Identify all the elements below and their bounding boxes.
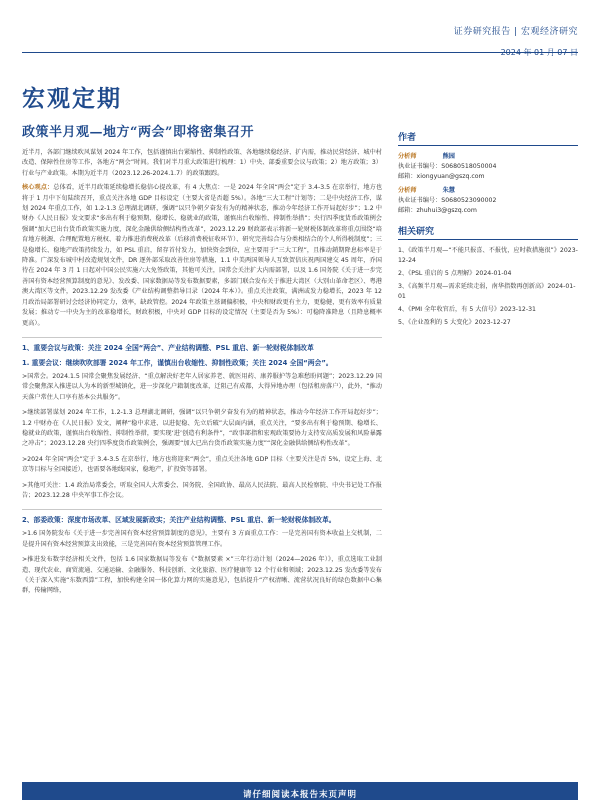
document-title: 政策半月观—地方“两会”即将密集召开 bbox=[22, 125, 254, 140]
author-email[interactable]: 邮箱：zhuhui3@gszq.com bbox=[398, 207, 477, 214]
section-1-heading: 1、重要会议与政策：关注 2024 全国“两会”、产业结构调整、PSL 重启、新一轮财税体制改革 bbox=[22, 337, 382, 352]
section-2-heading: 2、部委政策：深度市场改革、区域发展新政实；关注产业结构调整、PSL 重启、新一轮财税体制改革。 bbox=[22, 509, 382, 524]
header-divider bbox=[22, 52, 578, 53]
related-research-link[interactable]: 2、《PSL 重启的 5 点理解》2024-01-04 bbox=[398, 270, 512, 277]
summary-lead: 核心观点： bbox=[22, 184, 54, 192]
sidebar bbox=[398, 130, 578, 331]
related-research-link[interactable]: 5、《企业盈利的 5 大变化》2023-12-27 bbox=[398, 319, 511, 326]
author-role: 分析师 bbox=[398, 187, 417, 194]
section-1-bullet: >国常会。2024.1.5 国常会聚焦发展经济、“重点解决好老年人居家养老、就医用药、康养服护等急难愁盼问题”；2023.12.29 国常会聚焦深入推进以人为本的新型城镇化，进一步深化户籍制度改革，迁阻己有成都，大得异地办理（包括租房落户），此外，“推动天落户常住人口享有基本公共服务”。 bbox=[22, 372, 382, 401]
section-2-bullet: >1.6 国务院发布《关于进一步完善国有资本经营预算制度的意见》，主要有 3 方面重点工作：一是完善国有资本收益上交机制，二是提升国有资本经营预算支出效能，三是完善国有资本经营预算管理工作。 bbox=[22, 530, 382, 548]
related-research-heading: 相关研究 bbox=[398, 224, 578, 240]
section-2-bullet: >推进发布数字经济相关文件，包括 1.6 国家数据局等发布《“数据要素 ×”三年行动计划（2024—2026 年）》，重点选取工业制造、现代农业、商贸流通、交通运输、金融服务、科技创新、文化旅游、医疗健康等 12 个行业和领域；2023.12.25 发改委等发布《关于深入实施“东数西算”工程，加快构建全国一体化算力网的实施意见》，包括提升“产权清晰、流营状况良好的绿色数据中心集群，传输网络， bbox=[22, 556, 382, 595]
footer-disclaimer: 请仔细阅读本报告末页声明 bbox=[242, 790, 357, 800]
report-type-label: 证券研究报告 | 宏观经济研究 bbox=[453, 27, 578, 37]
summary-paragraph bbox=[22, 183, 382, 329]
author-role: 分析师 bbox=[398, 153, 417, 160]
main-content bbox=[22, 148, 382, 597]
author-heading: 作者 bbox=[398, 130, 578, 146]
author-email[interactable]: 邮箱：xiongyuan@gszq.com bbox=[398, 173, 485, 180]
section-1-bullet: >其他可关注：1.4 政治局常委会，听取全国人大常委会、国务院、全国政协、最高人民法院、最高人民检察院、中央书记处工作报告；2023.12.28 中央军事工作会议。 bbox=[22, 481, 382, 499]
author-card bbox=[398, 152, 578, 182]
author-name: 熊园 bbox=[442, 153, 455, 160]
intro-paragraph: 近半月，各部门继续吹风谋划 2024 年工作，包括谨慎出台紧缩性、抑制性政策、各地继续稳经济、扩内需，推动民营经济、城中村改造、保障性住房等工作，各地方“两会”时间。我们对半月重大政策进行梳理：1）中央、部委重要会议与政策；2）地方政策；3）行业与产业政策。本期为近半月（2023.12.26-2024.1.7）的政策跟踪。 bbox=[22, 149, 382, 177]
section-1-bullet: >2024 年全国“两会”定于 3.4-3.5 在京举行，地方也将迎来“两会”，重点关注各地 GDP 目标（主要关注是否 5%，设定上海、北京等目标与全国接近），也需要各地线国家，稳地产，扩投资等部署。 bbox=[22, 455, 382, 474]
section-1-bullet: >继续部署谋划 2024 年工作，1.2-1.3 总理湖北调研，强调“以只争朝夕奋发有为的精神状态，推动今年经济工作开局起好步”；1.2 中财办在《人民日报》发文，阐释“稳中求进、以进促稳、先立后破”大层面内涵，重点关注，“要多出有利于稳预期、稳增长、稳就业的政策，谨慎出台收缩性、抑制性举措，要实现‘进’创造有利条件”，“政事部指和宏观政策要协力支持安高质发展和风险暴露之冲击”；2023.12.28 央行四季度货币政策例会，强调要“加大已出台货币政策实施力度”“深化金融供给侧结构性改革”。 bbox=[22, 409, 382, 448]
summary-text: 总体看，近半月政策延续稳增长稳信心提改革，有 4 大焦点：一是 2024 年全国“两会”定于 3.4-3.5 在京举行，地方也将于 1 月中下旬陆续召开，重点关注各地 GDP 目标设定（主要大省是否超 5%）。各地“三大工程”计划等；二是中央经济工作，谋划 2024 年重点工作，如 1.2-1.3 总理湖北调研，强调“以只争朝夕奋发有为的精神状态，推动今年经济工作开局起好步”；1.2 中财办《人民日报》发文要求“多出有利于稳预期、稳增长、稳就业的政策，谨慎出台收缩性、抑制性举措”；央行四季度货币政策例会强调“加大已出台货币政策实施力度，深化金融供给侧结构性改革”，2023.12.29 财政部表示将新一轮财税体制改革将重点围绕“培育地方税源、合理配置地方税权、着力推进消费税改革（后移消费税征收环节）、研究完善综合与分类相结合的个人所得税制度”；三是稳增长、稳地产政策持续发力，如 PSL 重启，留存首付发力，加快资金到位，应主要用于“三大工程”，且推动銷期降息标率是于 降准。广深发布城中村改造规划文件，DR 逐外部采取改善住房等措施，1.1 中美两国领导人互致贺信庆祝两国建交 45 周年，乔国待在 2024 年 3 月 1 日起对中国公民实施六大免签政策，其他可关注，国常会关注扩大内需部署，以及 1.6 国务院《关于进一步完善国有资本经营预算制度的意见》、发改委、国家数据局等发布数据要素，多部门联合发布关于推进大湾区（大别山革命老区）、粤港澳大湾区等文件，2023.12.29 发改委《产业结构调整指导目录（2024 年本）》。重点关注政策，满洲或发力稳增长，2023 年 12 月政治局部署研讨会经济协同定力，效率，缺政管控。2024 年政策主基调偏积极，中央和财政更有主力，更稳健，更有效率有质量发展；推动专一中央为主的改革稳增长，财政积极，中央对 GDP 目标的设定情况（主要是否为 5%）：可稳降准降息（且降息概率更高）。 bbox=[22, 184, 383, 327]
related-research-link[interactable]: 3、《高频半月观—需求延续走弱，南华指数再创新高》2024-01-01 bbox=[398, 283, 576, 300]
column-title: 宏观定期 bbox=[22, 86, 122, 112]
section-1-subheading: 1. 重要会议：继续吹吹部署 2024 年工作，谨慎出台收缩性、抑制性政策；关注 2024 全国“两会”。 bbox=[22, 358, 333, 367]
author-card bbox=[398, 186, 578, 216]
related-research-link[interactable]: 4、《PMI 全年收官后，有 5 大信号》2023-12-31 bbox=[398, 306, 536, 313]
related-research-link[interactable]: 1、《政策半月观—“不能只报喜、不报忧，应时救措施很”》2023-12-24 bbox=[398, 247, 578, 264]
author-cert: 执业证书编号：S0680518050004 bbox=[398, 163, 497, 170]
author-name: 朱慧 bbox=[442, 187, 455, 194]
author-cert: 执业证书编号：S0680523090002 bbox=[398, 197, 497, 204]
footer-disclaimer-band bbox=[22, 782, 578, 800]
